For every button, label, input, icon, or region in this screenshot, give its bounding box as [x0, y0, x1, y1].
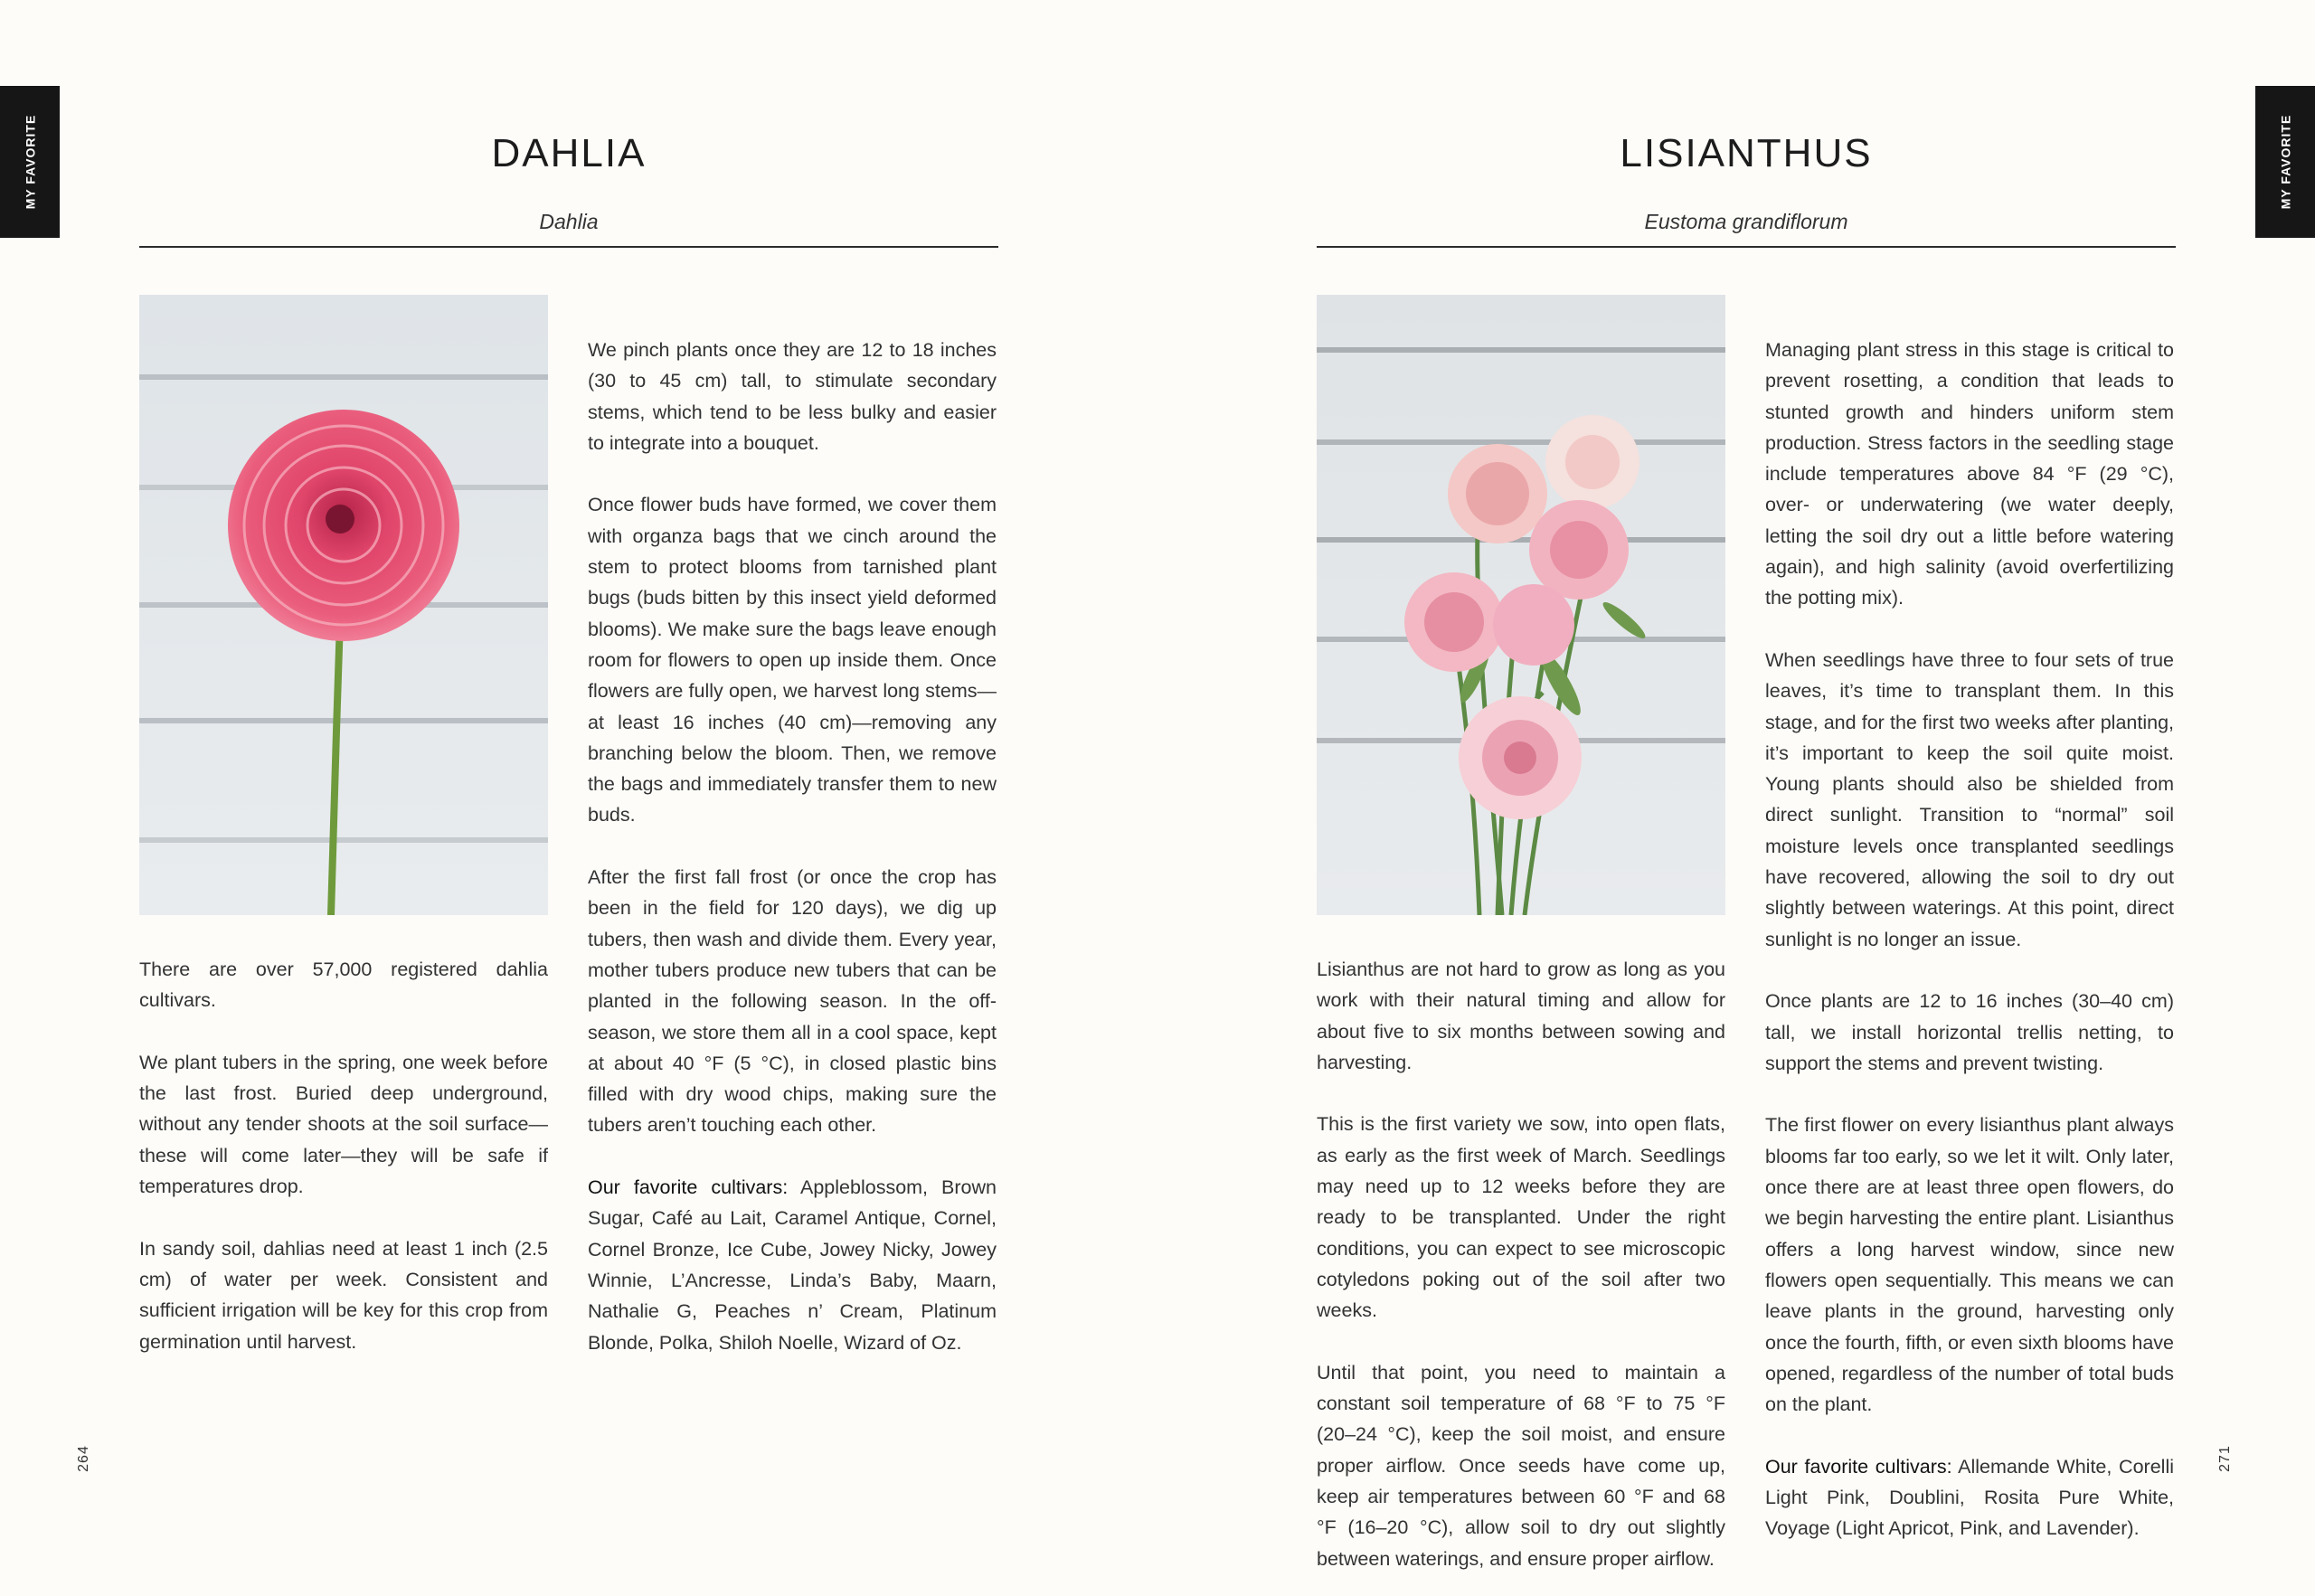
- cultivars-label: Our favorite cultivars:: [588, 1176, 789, 1199]
- lisianthus-image: [1317, 295, 1725, 915]
- section-tab-right: [2255, 86, 2315, 238]
- section-tab-left: [0, 86, 60, 238]
- dahlia-column-2: [588, 335, 997, 1358]
- paragraph: We plant tubers in the spring, one week before the last frost. Buried deep underground, without any tender shoots at the soil surface—these will come later—they will be safe if temperatures drop.: [139, 1051, 548, 1198]
- cultivars-list: Allemande White, Corelli Light Pink, Doublini, Rosita Pure White, Voyage (Light Apricot, Pink, and Lavender).: [1765, 1455, 2174, 1540]
- scientific-name-lisianthus: Eustoma grandiflorum: [1317, 210, 2176, 248]
- paragraph: When seedlings have three to four sets of true leaves, it’s time to transplant them. In this stage, and for the first two weeks after planting, it’s important to keep the soil quite moist. Young plants should also be shielded from direct sunlight. Transition to “normal” soil moisture levels once transplanted seedlings have recovered, allowing the soil to dry out slightly between waterings. At this point, direct sunlight is no longer an issue.: [1765, 648, 2174, 950]
- paragraph: Managing plant stress in this stage is critical to prevent rosetting, a condition that leads to stunted growth and hinders uniform stem production. Stress factors in the seedling stage include temperatures above 84 °F (29 °C), over- or underwatering (we water deeply, letting the soil dry out a little before watering again), and high salinity (avoid overfertilizing the potting mix).: [1765, 339, 2174, 609]
- lisianthus-column-1: [1317, 954, 1725, 1574]
- page-number-left: 264: [75, 1445, 91, 1472]
- paragraph: In sandy soil, dahlias need at least 1 inch (2.5 cm) of water per week. Consistent and sufficient irrigation will be key for this crop from germination until harvest.: [139, 1237, 548, 1353]
- page-title-dahlia: DAHLIA: [491, 131, 647, 175]
- cultivars-paragraph: [588, 1172, 997, 1358]
- lisianthus-photo: [1317, 295, 1725, 915]
- cultivars-list: Appleblossom, Brown Sugar, Café au Lait, Caramel Antique, Cornel, Cornel Bronze, Ice Cube, Jowey Nicky, Jowey Winnie, L’Ancresse, Linda’s Baby, Maarn, Nathalie G, Peaches n’ Cream, Platinum Blonde, Polka, Shiloh Noelle, Wizard of Oz.: [588, 1176, 997, 1354]
- scientific-name-dahlia: Dahlia: [139, 210, 998, 248]
- paragraph: We pinch plants once they are 12 to 18 inches (30 to 45 cm) tall, to stimulate secondary stems, which tend to be less bulky and easier to integrate into a bouquet.: [588, 339, 997, 454]
- paragraph: After the first fall frost (or once the crop has been in the field for 120 days), we dig up tubers, then wash and divide them. Every year, mother tubers produce new tubers that can be planted in the following season. In the off-season, we store them all in a cool space, kept at about 40 °F (5 °C), in closed plastic bins filled with dry wood chips, making sure the tubers aren’t touching each other.: [588, 866, 997, 1137]
- paragraph: The first flower on every lisianthus plant always blooms far too early, so we let it wilt. Only later, once there are at least three open flowers, do we begin harvesting the entire plant. Lisianthus offers a long harvest window, since new flowers open sequentially. This means we can leave plants in the ground, harvesting only once the fourth, fifth, or even sixth blooms have opened, regardless of the number of total buds on the plant.: [1765, 1114, 2174, 1416]
- paragraph: This is the first variety we sow, into open flats, as early as the first week of March. Seedlings may need up to 12 weeks before they are ready to be transplanted. Under the right conditions, you can expect to see microscopic cotyledons poking out of the soil after two weeks.: [1317, 1113, 1725, 1322]
- dahlia-image: [139, 295, 548, 915]
- paragraph: Until that point, you need to maintain a constant soil temperature of 68 °F to 75 °F (20–24 °C), keep the soil moist, and ensure proper airflow. Once seeds have come up, keep air temperatures between 60 °F and 68 °F (16–20 °C), allow soil to dry out slightly between waterings, and ensure proper airflow.: [1317, 1361, 1725, 1570]
- section-tab-label: MY FAVORITE: [2278, 114, 2293, 210]
- cultivars-paragraph: [1765, 1451, 2174, 1544]
- paragraph: Once plants are 12 to 16 inches (30–40 cm) tall, we install horizontal trellis netting, to support the stems and prevent twisting.: [1765, 990, 2174, 1074]
- paragraph: Once flower buds have formed, we cover them with organza bags that we cinch around the stem to protect blooms from tarnished plant bugs (buds bitten by this insect yield deformed blooms). We make sure the bags leave enough room for flowers to open up inside them. Once flowers are fully open, we harvest long stems—at least 16 inches (40 cm)—removing any branching below the bloom. Then, we remove the bags and immediately transfer them to new buds.: [588, 494, 997, 826]
- dahlia-photo: [139, 295, 548, 915]
- cultivars-label: Our favorite cultivars:: [1765, 1455, 1952, 1478]
- page-number-right: 271: [2216, 1445, 2233, 1472]
- paragraph: Lisianthus are not hard to grow as long as you work with their natural timing and allow for about five to six months between sowing and harvesting.: [1317, 959, 1725, 1073]
- dahlia-column-1: [139, 954, 548, 1357]
- paragraph: There are over 57,000 registered dahlia cultivars.: [139, 959, 548, 1012]
- section-tab-label: MY FAVORITE: [23, 114, 38, 210]
- lisianthus-column-2: [1765, 335, 2174, 1544]
- page-title-lisianthus: LISIANTHUS: [1620, 131, 1873, 175]
